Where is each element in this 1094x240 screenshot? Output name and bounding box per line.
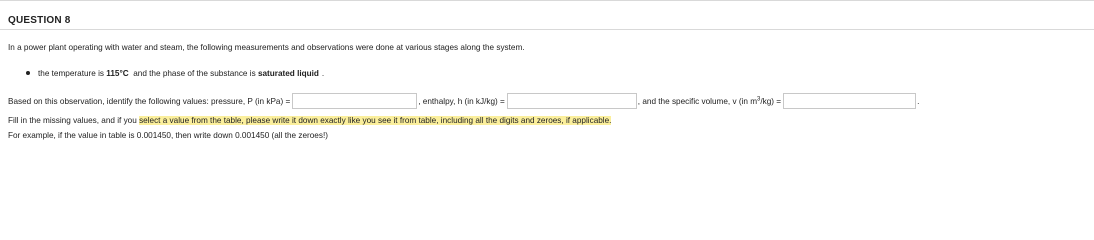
volume-input[interactable] [783, 93, 916, 109]
enthalpy-label: , enthalpy, h (in kJ/kg) = [418, 96, 505, 106]
bullet-middle: and the phase of the substance is [128, 69, 258, 78]
temperature-value: 115°C [106, 69, 129, 78]
volume-label [638, 97, 781, 106]
row-end-period: . [917, 96, 920, 106]
instruction-line [8, 116, 611, 125]
question-title: QUESTION 8 [8, 15, 71, 26]
bullet-dot-icon [26, 71, 30, 75]
phase-value: saturated liquid [257, 69, 319, 78]
volume-label-superscript: 3 [757, 95, 761, 102]
volume-label-post: /kg) = [760, 96, 782, 106]
instruction-pre: Fill in the missing values, and if you [8, 116, 140, 125]
observation-bullet [26, 69, 324, 78]
answer-row [8, 93, 919, 109]
volume-label-pre: , and the specific volume, v (in m [637, 96, 758, 106]
question-intro: In a power plant operating with water and steam, the following measurements and observations were done at various stages along the system. [8, 43, 525, 52]
pressure-input[interactable] [292, 93, 417, 109]
question-header [0, 0, 1094, 30]
pressure-label: Based on this observation, identify the following values: pressure, P (in kPa) = [8, 96, 291, 106]
enthalpy-input[interactable] [507, 93, 637, 109]
instruction-example: For example, if the value in table is 0.001450, then write down 0.001450 (all the zeroes!) [8, 131, 328, 140]
instruction-highlight: select a value from the table, please write it down exactly like you see it from table, including all the digits and zeroes, if applicable. [139, 116, 612, 125]
bullet-suffix: . [321, 69, 325, 78]
bullet-prefix: the temperature is [38, 69, 107, 78]
